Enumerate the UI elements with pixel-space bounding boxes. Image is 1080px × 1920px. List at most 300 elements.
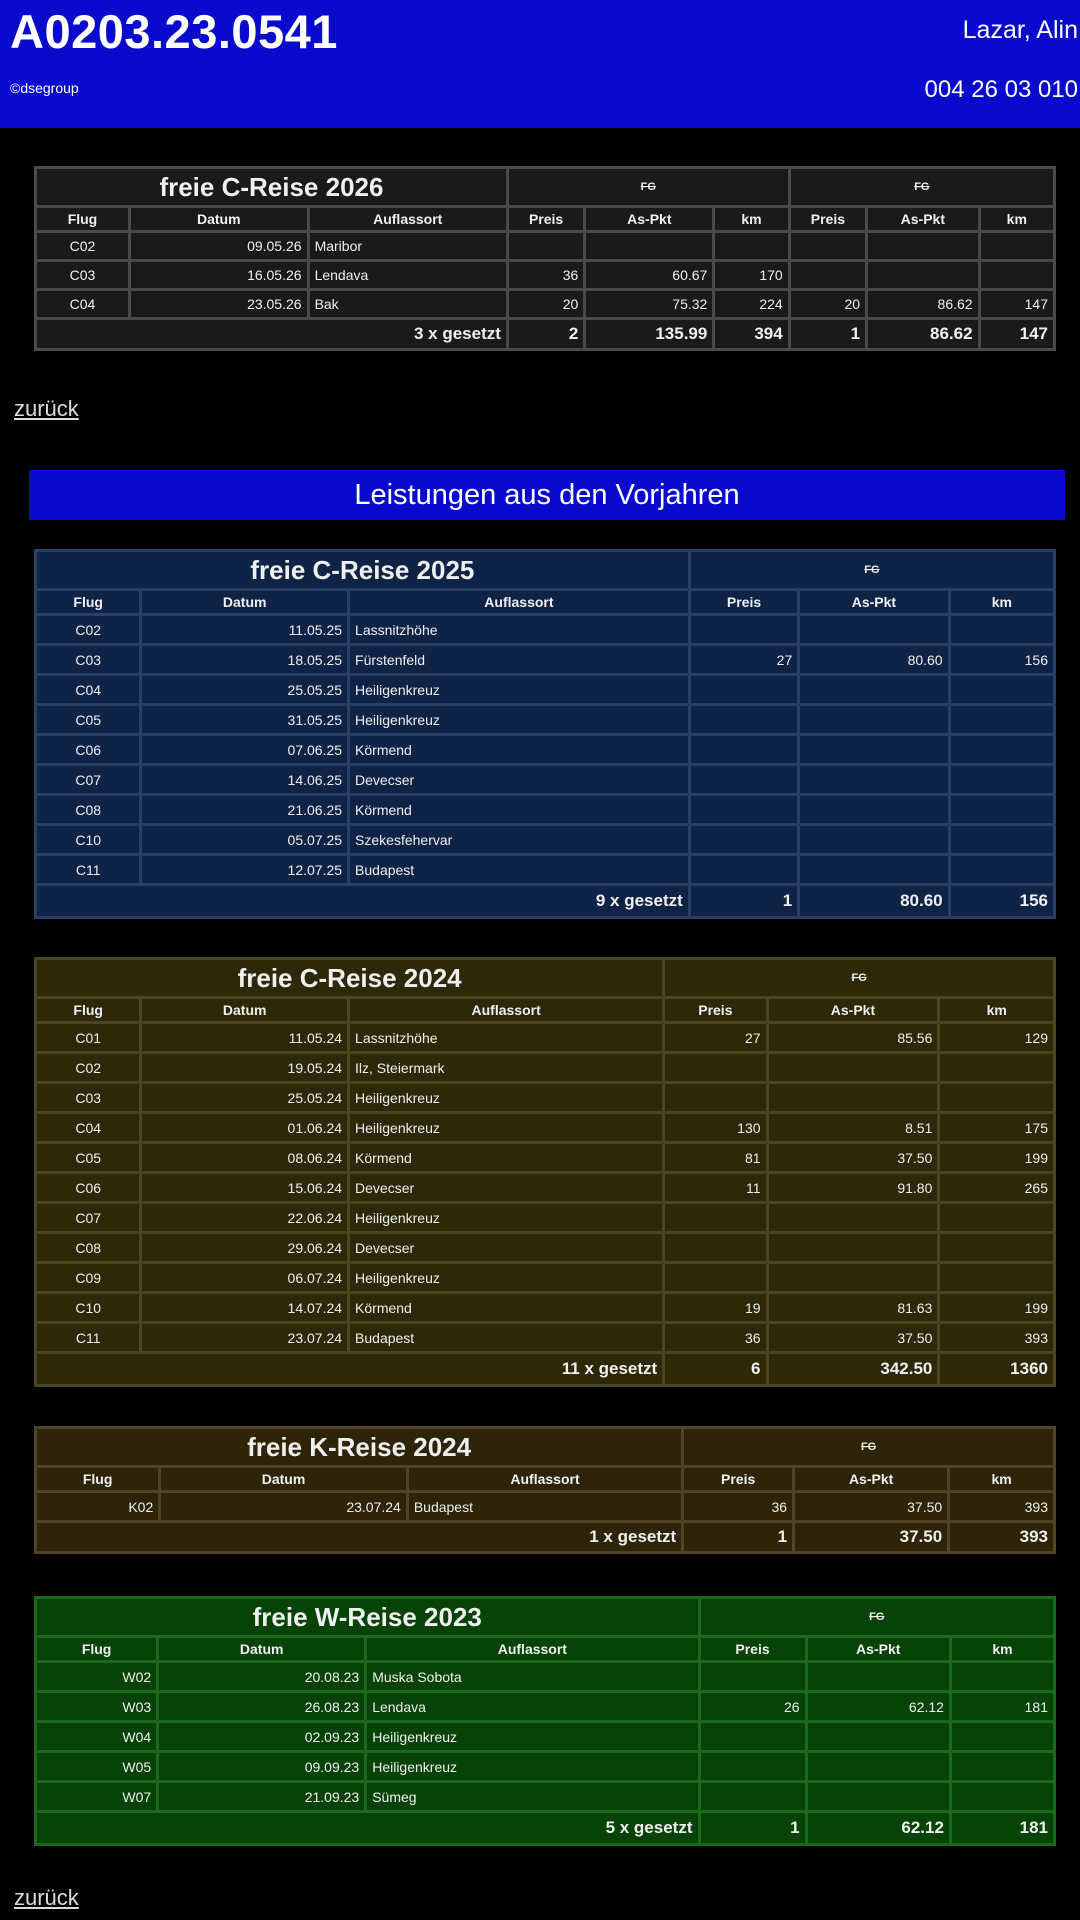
col-preis: Preis <box>691 591 797 613</box>
cell-flug: W04 <box>37 1723 156 1750</box>
table-row <box>37 291 1053 317</box>
cell-preis: 36 <box>509 262 583 288</box>
table-row <box>37 1024 1053 1051</box>
fg-header: FG <box>691 552 1053 588</box>
cell-preis <box>701 1663 805 1690</box>
table-row <box>37 646 1053 673</box>
cell-preis: 27 <box>691 646 797 673</box>
table-title: freie W-Reise 2023 <box>37 1599 698 1635</box>
cell-flug: C03 <box>37 646 139 673</box>
sum-km: 147 <box>981 320 1053 348</box>
cell-ort: Körmend <box>350 1144 662 1171</box>
cell-km: 175 <box>940 1114 1053 1141</box>
cell-flug: C05 <box>37 1144 139 1171</box>
col-flug: Flug <box>37 1468 158 1490</box>
fg-header: FG <box>791 169 1053 205</box>
cell-aspkt: 62.12 <box>808 1693 949 1720</box>
cell-ort: Budapest <box>350 1324 662 1351</box>
cell-flug: C01 <box>37 1024 139 1051</box>
cell-km <box>951 676 1053 703</box>
col-preis: Preis <box>665 999 765 1021</box>
table-row <box>37 1204 1053 1231</box>
cell-ort: Ilz, Steiermark <box>350 1054 662 1081</box>
cell-flug: C03 <box>37 262 128 288</box>
table-row <box>37 1174 1053 1201</box>
col-preis: Preis <box>684 1468 792 1490</box>
cell-flug: W07 <box>37 1783 156 1810</box>
cell-flug: C02 <box>37 616 139 643</box>
back-link[interactable]: zurück <box>14 396 79 421</box>
col-auflassort: Auflassort <box>310 208 506 230</box>
cell-preis <box>665 1264 765 1291</box>
cell-ort: Fürstenfeld <box>350 646 688 673</box>
summary-row <box>37 1813 1053 1843</box>
cell-datum: 31.05.25 <box>142 706 347 733</box>
table-row <box>37 1294 1053 1321</box>
cell-ort: Heiligenkreuz <box>350 706 688 733</box>
col-preis: Preis <box>701 1638 805 1660</box>
summary-row <box>37 1354 1053 1384</box>
table-title: freie K-Reise 2024 <box>37 1429 681 1465</box>
col-aspkt: As-Pkt <box>769 999 938 1021</box>
cell-ort: Devecser <box>350 1234 662 1261</box>
cell-aspkt: 37.50 <box>769 1324 938 1351</box>
cell-preis <box>701 1753 805 1780</box>
sum-km: 1360 <box>940 1354 1053 1384</box>
column-header-row <box>37 1468 1053 1490</box>
col-aspkt: As-Pkt <box>800 591 947 613</box>
table-row <box>37 1663 1053 1690</box>
cell-preis: 19 <box>665 1294 765 1321</box>
cell-preis <box>691 856 797 883</box>
col-datum: Datum <box>131 208 307 230</box>
sum-label: 5 x gesetzt <box>37 1813 698 1843</box>
cell-ort: Devecser <box>350 1174 662 1201</box>
cell-aspkt: 91.80 <box>769 1174 938 1201</box>
sum-label: 11 x gesetzt <box>37 1354 662 1384</box>
cell-preis: 81 <box>665 1144 765 1171</box>
cell-datum: 21.06.25 <box>142 796 347 823</box>
cell-flug: C08 <box>37 796 139 823</box>
col-auflassort: Auflassort <box>350 999 662 1021</box>
table-row <box>37 1783 1053 1810</box>
table-2024-k <box>34 1426 1056 1554</box>
sum-preis: 1 <box>684 1523 792 1551</box>
col-datum: Datum <box>159 1638 364 1660</box>
cell-datum: 15.06.24 <box>142 1174 347 1201</box>
cell-preis <box>665 1234 765 1261</box>
cell-ort: Lendava <box>367 1693 697 1720</box>
sum-km: 156 <box>951 886 1053 916</box>
cell-preis: 36 <box>684 1493 792 1520</box>
col-flug: Flug <box>37 208 128 230</box>
cell-km <box>951 766 1053 793</box>
table-row <box>37 1324 1053 1351</box>
cell-datum: 12.07.25 <box>142 856 347 883</box>
cell-km <box>715 233 787 259</box>
cell-aspkt <box>808 1783 949 1810</box>
cell-aspkt <box>586 233 712 259</box>
table-title: freie C-Reise 2026 <box>37 169 506 205</box>
sum-preis: 2 <box>509 320 583 348</box>
cell-preis: 20 <box>509 291 583 317</box>
table-row <box>37 1264 1053 1291</box>
cell-km <box>951 616 1053 643</box>
cell-datum: 02.09.23 <box>159 1723 364 1750</box>
cell-datum: 08.06.24 <box>142 1144 347 1171</box>
sum-aspkt: 135.99 <box>586 320 712 348</box>
cell-ort: Lassnitzhöhe <box>350 616 688 643</box>
col-datum: Datum <box>142 999 347 1021</box>
table-2025 <box>34 549 1056 919</box>
table-row <box>37 796 1053 823</box>
col-auflassort: Auflassort <box>409 1468 681 1490</box>
cell-km: 224 <box>715 291 787 317</box>
col-flug: Flug <box>37 1638 156 1660</box>
cell-km <box>952 1753 1053 1780</box>
cell-datum: 18.05.25 <box>142 646 347 673</box>
cell-datum: 09.09.23 <box>159 1753 364 1780</box>
cell-km <box>952 1663 1053 1690</box>
col-preis: Preis <box>791 208 865 230</box>
table-2024-c <box>34 957 1056 1387</box>
cell-km <box>952 1783 1053 1810</box>
cell-flug: C08 <box>37 1234 139 1261</box>
sum-aspkt: 86.62 <box>868 320 978 348</box>
cell-aspkt <box>769 1204 938 1231</box>
table-row <box>37 826 1053 853</box>
cell-km: 265 <box>940 1174 1053 1201</box>
cell-aspkt <box>769 1054 938 1081</box>
cell-ort: Maribor <box>310 233 506 259</box>
sum-preis: 6 <box>665 1354 765 1384</box>
cell-flug: K02 <box>37 1493 158 1520</box>
cell-flug: C03 <box>37 1084 139 1111</box>
table-row <box>37 616 1053 643</box>
cell-km: 199 <box>940 1294 1053 1321</box>
cell-flug: C02 <box>37 233 128 259</box>
table-row <box>37 1493 1053 1520</box>
cell-preis <box>701 1723 805 1750</box>
cell-km <box>951 736 1053 763</box>
cell-ort: Heiligenkreuz <box>350 1204 662 1231</box>
cell-datum: 19.05.24 <box>142 1054 347 1081</box>
col-km: km <box>951 591 1053 613</box>
cell-datum: 21.09.23 <box>159 1783 364 1810</box>
table-row <box>37 676 1053 703</box>
cell-flug: C10 <box>37 826 139 853</box>
cell-preis <box>691 616 797 643</box>
cell-aspkt <box>800 826 947 853</box>
cell-datum: 06.07.24 <box>142 1264 347 1291</box>
summary-row <box>37 1523 1053 1551</box>
cell-km <box>940 1264 1053 1291</box>
cell-flug: C02 <box>37 1054 139 1081</box>
cell-aspkt <box>800 676 947 703</box>
cell-ort: Heiligenkreuz <box>350 1084 662 1111</box>
cell-km <box>952 1723 1053 1750</box>
cell-km <box>981 233 1053 259</box>
cell-aspkt: 80.60 <box>800 646 947 673</box>
table-row <box>37 1234 1053 1261</box>
table-2023-w <box>34 1596 1056 1846</box>
cell-datum: 14.07.24 <box>142 1294 347 1321</box>
cell-preis: 11 <box>665 1174 765 1201</box>
cell-datum: 25.05.25 <box>142 676 347 703</box>
col-auflassort: Auflassort <box>367 1638 697 1660</box>
table-row <box>37 706 1053 733</box>
cell-aspkt <box>769 1084 938 1111</box>
cell-flug: C06 <box>37 1174 139 1201</box>
cell-datum: 23.07.24 <box>161 1493 406 1520</box>
cell-preis <box>665 1084 765 1111</box>
col-km: km <box>940 999 1053 1021</box>
cell-datum: 16.05.26 <box>131 262 307 288</box>
cell-km <box>951 796 1053 823</box>
cell-ort: Sümeg <box>367 1783 697 1810</box>
table-row <box>37 1753 1053 1780</box>
fg-header: FG <box>665 960 1053 996</box>
cell-aspkt: 37.50 <box>795 1493 947 1520</box>
cell-ort: Lendava <box>310 262 506 288</box>
cell-km: 170 <box>715 262 787 288</box>
cell-flug: C06 <box>37 736 139 763</box>
cell-km <box>940 1054 1053 1081</box>
cell-aspkt <box>808 1663 949 1690</box>
col-datum: Datum <box>142 591 347 613</box>
table-row <box>37 1693 1053 1720</box>
member-number: 004 26 03 010 <box>924 76 1078 103</box>
cell-ort: Bak <box>310 291 506 317</box>
cell-km: 199 <box>940 1144 1053 1171</box>
sum-preis: 1 <box>701 1813 805 1843</box>
cell-ort: Körmend <box>350 1294 662 1321</box>
header-bar <box>0 0 1080 128</box>
cell-ort: Szekesfehervar <box>350 826 688 853</box>
sum-km: 393 <box>950 1523 1053 1551</box>
cell-flug: C04 <box>37 676 139 703</box>
col-km: km <box>981 208 1053 230</box>
cell-flug: W05 <box>37 1753 156 1780</box>
summary-row <box>37 886 1053 916</box>
cell-km <box>940 1084 1053 1111</box>
member-name: Lazar, Alin <box>962 16 1078 44</box>
cell-aspkt <box>800 796 947 823</box>
cell-datum: 23.05.26 <box>131 291 307 317</box>
col-aspkt: As-Pkt <box>586 208 712 230</box>
cell-ort: Heiligenkreuz <box>350 676 688 703</box>
column-header-row <box>37 208 1053 230</box>
table-row <box>37 766 1053 793</box>
cell-ort: Körmend <box>350 796 688 823</box>
cell-km <box>951 706 1053 733</box>
cell-preis <box>691 796 797 823</box>
cell-ort: Budapest <box>350 856 688 883</box>
cell-preis <box>691 706 797 733</box>
cell-aspkt <box>769 1264 938 1291</box>
cell-preis <box>691 766 797 793</box>
cell-ort: Muska Sobota <box>367 1663 697 1690</box>
column-header-row <box>37 999 1053 1021</box>
table-row <box>37 1723 1053 1750</box>
col-aspkt: As-Pkt <box>808 1638 949 1660</box>
cell-flug: C07 <box>37 766 139 793</box>
table-row <box>37 262 1053 288</box>
cell-km: 156 <box>951 646 1053 673</box>
cell-ort: Devecser <box>350 766 688 793</box>
col-aspkt: As-Pkt <box>868 208 978 230</box>
cell-flug: W02 <box>37 1663 156 1690</box>
cell-aspkt <box>769 1234 938 1261</box>
cell-datum: 29.06.24 <box>142 1234 347 1261</box>
back-link-bottom[interactable]: zurück <box>14 1885 79 1910</box>
cell-datum: 11.05.25 <box>142 616 347 643</box>
cell-km <box>981 262 1053 288</box>
cell-aspkt <box>800 616 947 643</box>
cell-aspkt <box>800 766 947 793</box>
sum-preis: 1 <box>791 320 865 348</box>
col-km: km <box>952 1638 1053 1660</box>
cell-flug: C07 <box>37 1204 139 1231</box>
sum-aspkt: 62.12 <box>808 1813 949 1843</box>
cell-ort: Körmend <box>350 736 688 763</box>
cell-preis <box>691 676 797 703</box>
col-flug: Flug <box>37 999 139 1021</box>
sum-preis: 1 <box>691 886 797 916</box>
cell-datum: 14.06.25 <box>142 766 347 793</box>
cell-preis <box>791 233 865 259</box>
cell-preis: 130 <box>665 1114 765 1141</box>
sum-aspkt: 80.60 <box>800 886 947 916</box>
fg-header: FG <box>684 1429 1053 1465</box>
cell-preis <box>509 233 583 259</box>
cell-preis <box>791 262 865 288</box>
cell-aspkt: 75.32 <box>586 291 712 317</box>
col-km: km <box>715 208 787 230</box>
cell-datum: 20.08.23 <box>159 1663 364 1690</box>
cell-aspkt <box>800 706 947 733</box>
column-header-row <box>37 1638 1053 1660</box>
col-auflassort: Auflassort <box>350 591 688 613</box>
table-row <box>37 1144 1053 1171</box>
cell-preis: 20 <box>791 291 865 317</box>
cell-preis <box>665 1054 765 1081</box>
cell-flug: C04 <box>37 1114 139 1141</box>
cell-datum: 05.07.25 <box>142 826 347 853</box>
sum-label: 9 x gesetzt <box>37 886 688 916</box>
cell-km: 147 <box>981 291 1053 317</box>
cell-preis <box>691 826 797 853</box>
cell-preis <box>701 1783 805 1810</box>
cell-aspkt <box>800 856 947 883</box>
sum-aspkt: 342.50 <box>769 1354 938 1384</box>
col-km: km <box>950 1468 1053 1490</box>
cell-flug: C05 <box>37 706 139 733</box>
table-row <box>37 736 1053 763</box>
col-flug: Flug <box>37 591 139 613</box>
cell-preis <box>665 1204 765 1231</box>
table-row <box>37 1054 1053 1081</box>
cell-ort: Lassnitzhöhe <box>350 1024 662 1051</box>
cell-aspkt: 60.67 <box>586 262 712 288</box>
cell-aspkt <box>808 1753 949 1780</box>
col-preis: Preis <box>509 208 583 230</box>
cell-km: 181 <box>952 1693 1053 1720</box>
column-header-row <box>37 591 1053 613</box>
cell-aspkt: 81.63 <box>769 1294 938 1321</box>
cell-aspkt: 85.56 <box>769 1024 938 1051</box>
cell-preis: 27 <box>665 1024 765 1051</box>
cell-km <box>951 826 1053 853</box>
cell-km: 393 <box>940 1324 1053 1351</box>
cell-aspkt <box>868 262 978 288</box>
cell-flug: C04 <box>37 291 128 317</box>
sum-km: 181 <box>952 1813 1053 1843</box>
table-row <box>37 1114 1053 1141</box>
cell-preis: 36 <box>665 1324 765 1351</box>
cell-ort: Heiligenkreuz <box>367 1723 697 1750</box>
cell-datum: 01.06.24 <box>142 1114 347 1141</box>
cell-preis <box>691 736 797 763</box>
col-aspkt: As-Pkt <box>795 1468 947 1490</box>
cell-km: 393 <box>950 1493 1053 1520</box>
cell-flug: C09 <box>37 1264 139 1291</box>
copyright-text: ©dsegroup <box>10 80 79 96</box>
table-title: freie C-Reise 2025 <box>37 552 688 588</box>
fg-header: FG <box>509 169 788 205</box>
cell-datum: 25.05.24 <box>142 1084 347 1111</box>
cell-ort: Budapest <box>409 1493 681 1520</box>
cell-aspkt <box>808 1723 949 1750</box>
cell-ort: Heiligenkreuz <box>367 1753 697 1780</box>
sum-label: 1 x gesetzt <box>37 1523 681 1551</box>
sum-label: 3 x gesetzt <box>37 320 506 348</box>
cell-datum: 11.05.24 <box>142 1024 347 1051</box>
cell-datum: 09.05.26 <box>131 233 307 259</box>
cell-km <box>940 1204 1053 1231</box>
cell-aspkt: 8.51 <box>769 1114 938 1141</box>
previous-years-banner: Leistungen aus den Vorjahren <box>29 470 1065 520</box>
sum-km: 394 <box>715 320 787 348</box>
table-row <box>37 233 1053 259</box>
cell-flug: C11 <box>37 1324 139 1351</box>
table-title: freie C-Reise 2024 <box>37 960 662 996</box>
cell-aspkt: 86.62 <box>868 291 978 317</box>
summary-row <box>37 320 1053 348</box>
cell-ort: Heiligenkreuz <box>350 1114 662 1141</box>
cell-aspkt <box>868 233 978 259</box>
table-row <box>37 856 1053 883</box>
cell-aspkt: 37.50 <box>769 1144 938 1171</box>
cell-preis: 26 <box>701 1693 805 1720</box>
cell-datum: 22.06.24 <box>142 1204 347 1231</box>
member-id: A0203.23.0541 <box>10 5 338 58</box>
fg-header: FG <box>701 1599 1054 1635</box>
cell-flug: C10 <box>37 1294 139 1321</box>
cell-ort: Heiligenkreuz <box>350 1264 662 1291</box>
sum-aspkt: 37.50 <box>795 1523 947 1551</box>
cell-datum: 26.08.23 <box>159 1693 364 1720</box>
col-datum: Datum <box>161 1468 406 1490</box>
cell-km <box>951 856 1053 883</box>
table-2026 <box>34 166 1056 351</box>
cell-km: 129 <box>940 1024 1053 1051</box>
cell-datum: 23.07.24 <box>142 1324 347 1351</box>
cell-km <box>940 1234 1053 1261</box>
cell-datum: 07.06.25 <box>142 736 347 763</box>
cell-flug: C11 <box>37 856 139 883</box>
cell-aspkt <box>800 736 947 763</box>
